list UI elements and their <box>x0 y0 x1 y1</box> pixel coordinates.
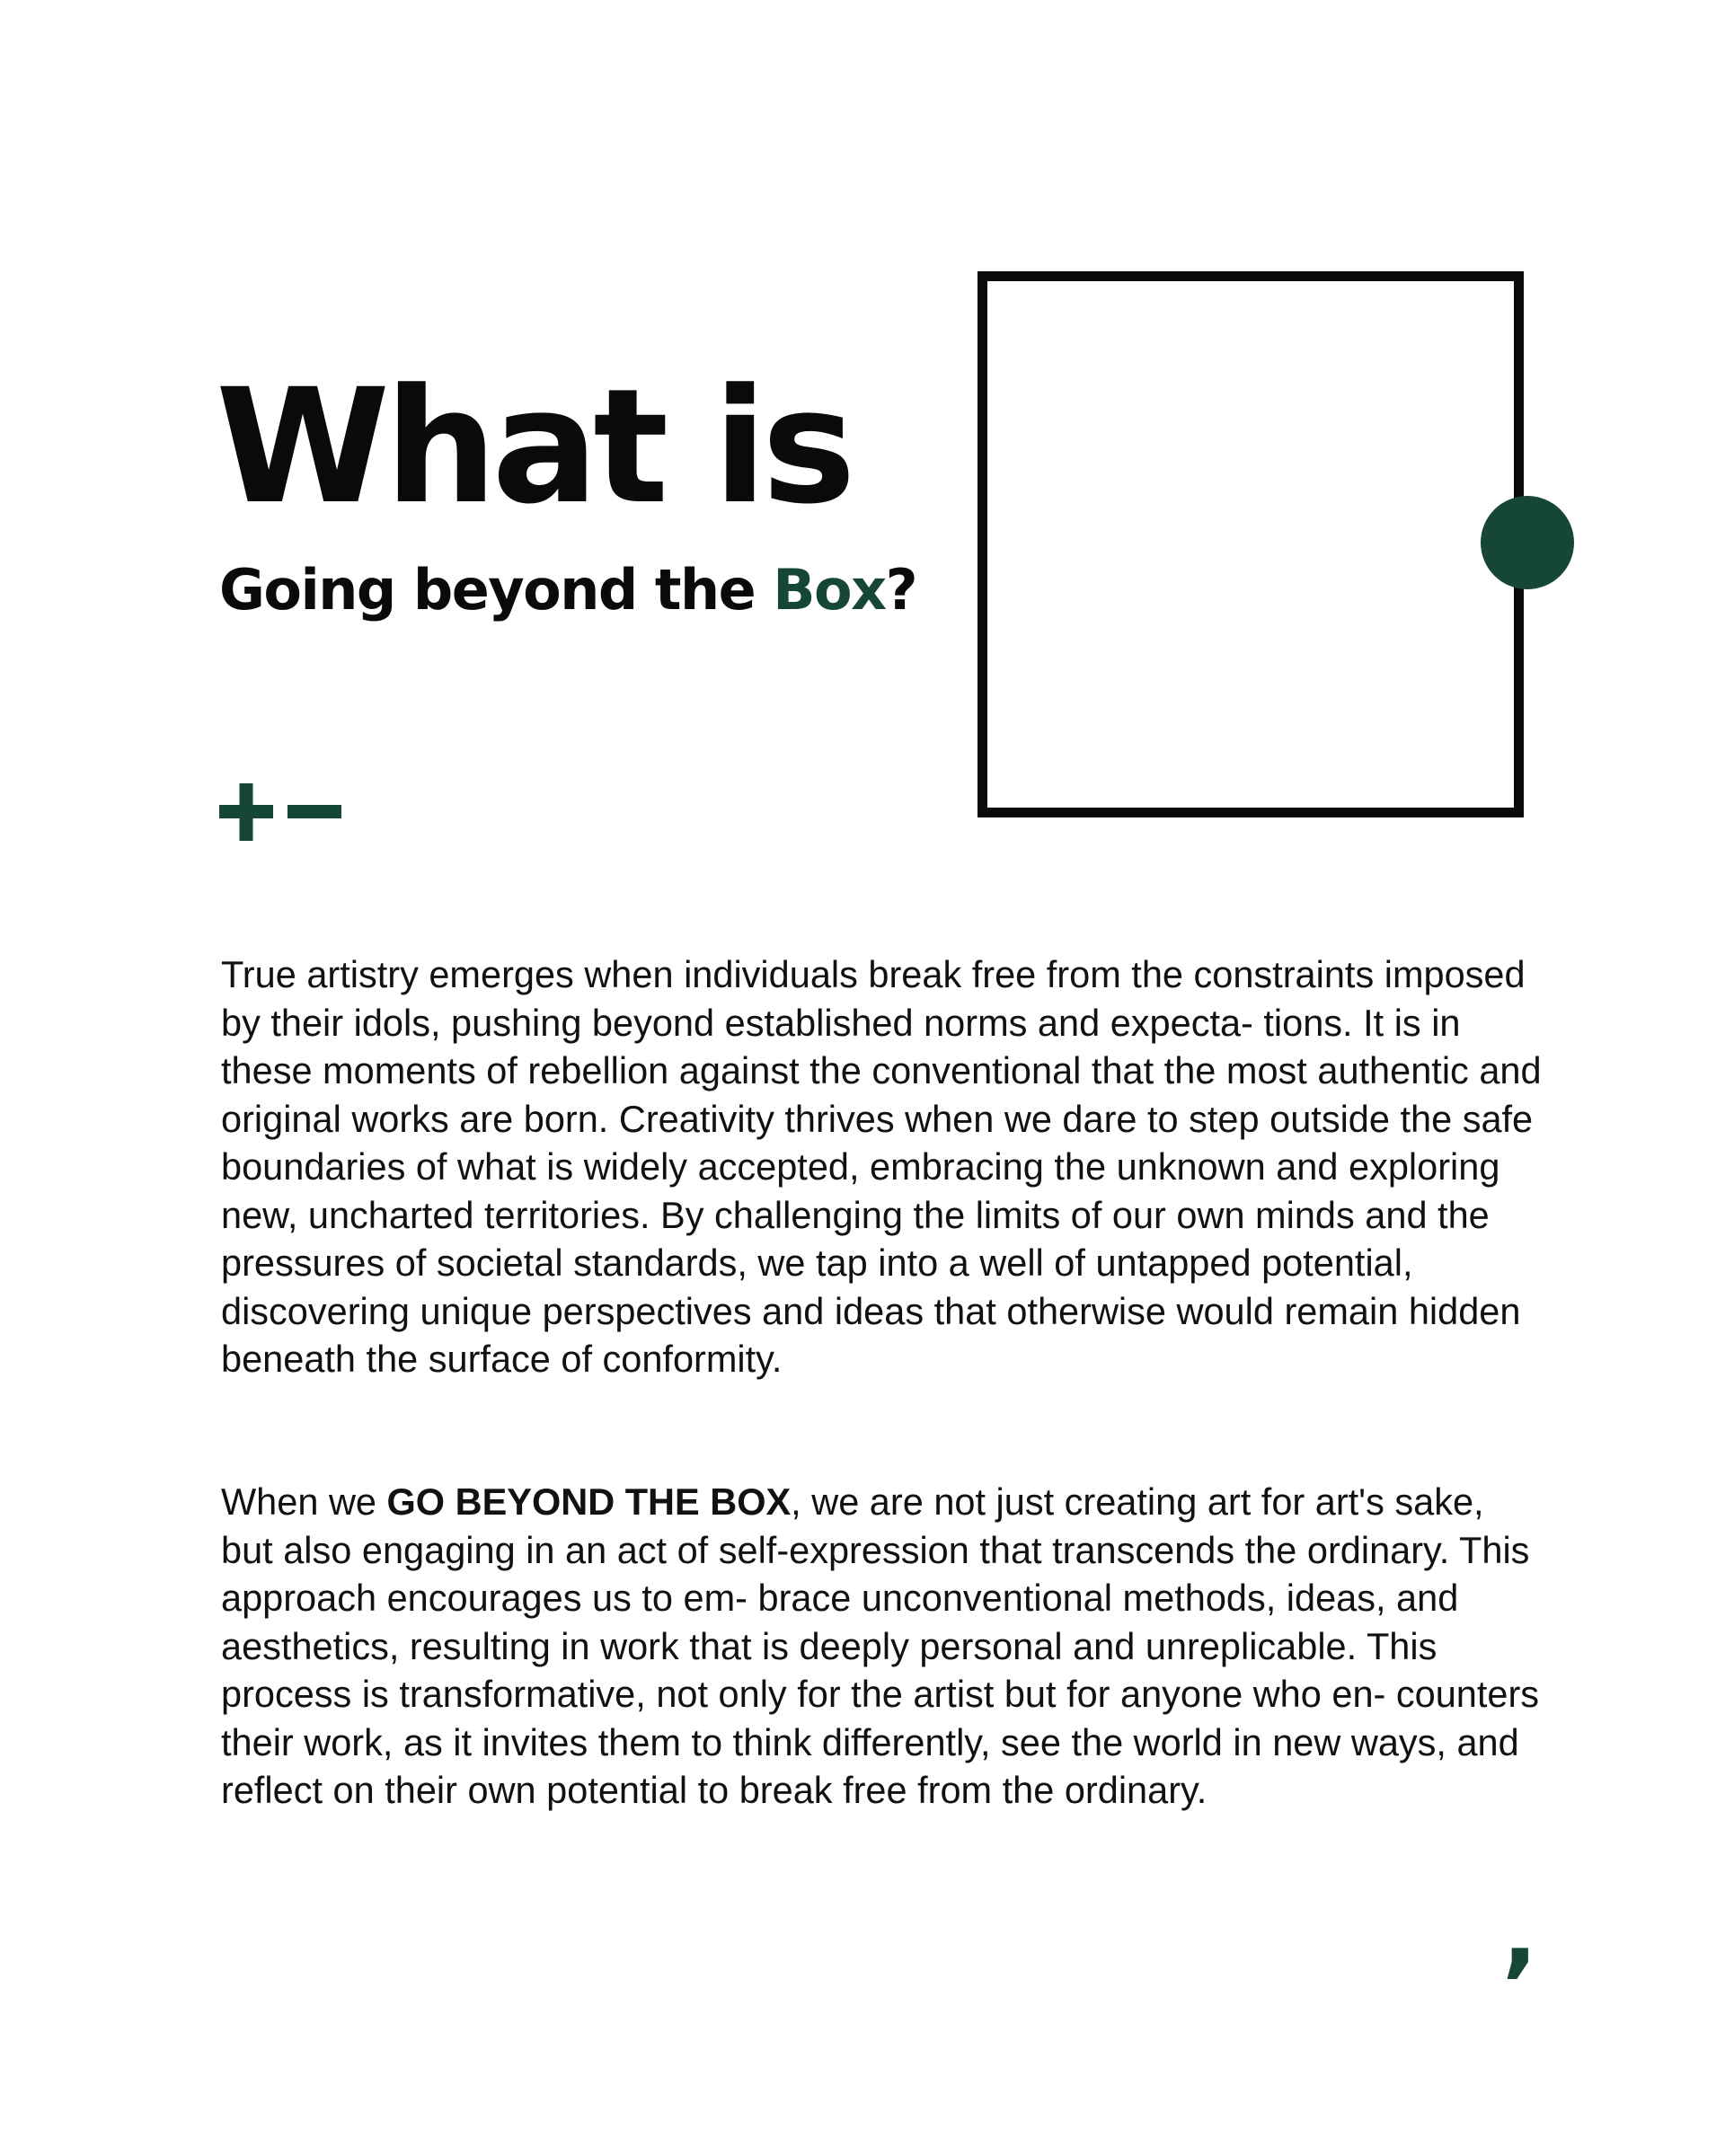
subtitle-text: Going beyond the <box>219 557 774 623</box>
subtitle-question-mark: ? <box>885 557 917 623</box>
paragraph-2-rest: , we are not just creating art for art's sake, but also engaging in an act of self-expression that transcends the ordinary. This approach encourages us to em- brace unconventional methods, ideas, and aesthetics, resulting in work that is deeply personal and unreplicable. This process is transformative, not only for the artist but for anyone who en- counters their work, as it invites them to think differently, see the world in new ways, and reflect on their own potential to break free from the ordinary. <box>221 1480 1540 1811</box>
page-subtitle <box>219 557 917 623</box>
page-title: What is <box>216 355 851 539</box>
plus-minus-icon <box>219 783 341 841</box>
body-paragraph-1: True artistry emerges when individuals break free from the constraints imposed by their idols, pushing beyond established norms and expecta- tions. It is in these moments of rebellion against the conventional that the most authentic and original works are born. Creativity thrives when we dare to step outside the safe boundaries of what is widely accepted, embracing the unknown and exploring new, uncharted territories. By challenging the limits of our own minds and the pressures of societal standards, we tap into a well of untapped potential, discovering unique perspectives and ideas that otherwise would remain hidden beneath the surface of conformity. <box>221 953 1542 1380</box>
paragraph-2-intro: When we <box>221 1480 387 1523</box>
square-outline-icon <box>978 271 1524 817</box>
plus-vertical-bar <box>240 783 253 841</box>
comma-quote-icon: , <box>1502 1878 1538 1988</box>
minus-bar <box>288 805 341 818</box>
body-paragraph-2 <box>221 1478 1542 1815</box>
green-dot-icon <box>1481 496 1574 589</box>
paragraph-2-emphasis: GO BEYOND THE BOX <box>386 1480 792 1523</box>
subtitle-accent-word: Box <box>773 557 886 623</box>
